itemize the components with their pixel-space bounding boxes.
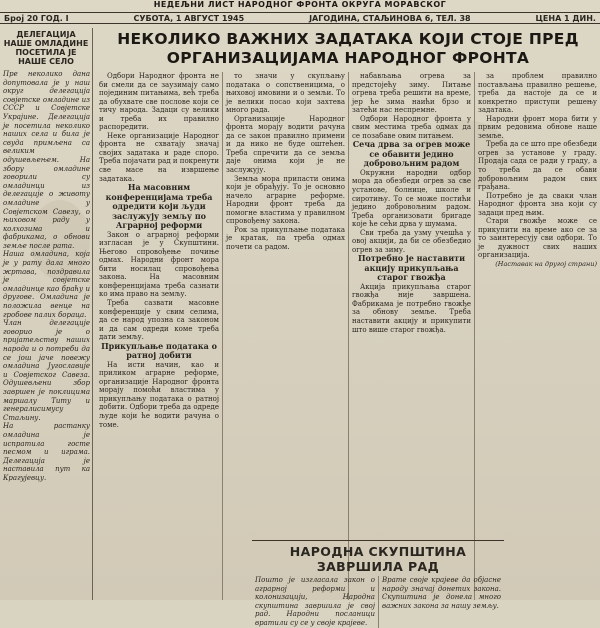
article-paragraph: Закон о аграрној реформи изгласан је у Скупштини. Његово спровођење почиње одмах. Народни фронт мора бити носилац спровођења закона. На масовним конференцијама треба сазнати ко има право на земљу. — [99, 230, 219, 299]
article-columns — [96, 72, 600, 600]
article-column-1 — [96, 72, 222, 600]
article-paragraph: то значи у скупљању података о сопственицима, о њиховој имовини и о земљи. То је велики посао који захтева много рада. — [226, 72, 345, 115]
main-headline — [96, 30, 600, 68]
main-article — [96, 28, 600, 600]
left-paragraph: На растанку омладина је испратила госте песмом и играма. Делегација је наставила пут ка Крагујевцу. — [3, 422, 90, 482]
article-column-2 — [222, 72, 348, 600]
continuation-note: (Наставак на другој страни) — [495, 260, 597, 269]
article-paragraph: Окружни народни одбор мора да обезбеди огрев за све установе, болнице, школе и сиротињу. То се може постићи једино добровољним радом. Треба организовати бригаде које ће сећи дрва у шумама. — [352, 168, 471, 229]
article-paragraph: Неке организације Народног фронта не схватају значај својих задатака и раде споро. Треба појачати рад и покренути све масе на извршење задатака. — [99, 131, 219, 183]
article-paragraph: Треба да се што пре обезбеди огрев за установе у граду. Продаја сада се ради у граду, а то треба да се обави добровољним радом свих грађана. — [478, 140, 597, 192]
article-paragraph: Одбори Народног фронта у свим местима треба одмах да се позабаве овим питањем. — [352, 114, 471, 140]
bottom-article — [252, 540, 504, 628]
article-paragraph: Рок за прикупљање података је кратак, па треба одмах почети са радом. — [226, 225, 345, 251]
article-paragraph: Народни фронт мора бити у првим редовима обнове наше земље. — [478, 114, 597, 140]
article-paragraph: Треба сазвати масовне конференције у свим селима, да се народ упозна са законом и да сам одреди коме треба дати земљу. — [99, 298, 219, 342]
issue-number: Број 20 ГОД. I — [4, 13, 69, 23]
article-paragraph: Одбори Народног фронта не би смели да се заузимају само појединим питањима, већ треба да обухвате све послове који се тичу народа. Задаци су велики и треба их правилно распоредити. — [99, 72, 219, 132]
issue-date: СУБОТА, 1 АВГУСТ 1945 — [133, 13, 245, 23]
bottom-columns — [252, 576, 504, 628]
article-paragraph: за проблем правилно постављања правилно решење, треба да настоје да се и конкретно приступи решењу задатака. — [478, 72, 597, 115]
left-paragraph: Наша омладина, која је у рату дала много жртава, поздравила је совјетске омладинце као браћу и другове. Омладина је положила венце на гробове палих бораца. — [3, 250, 90, 319]
subheading: На масовним конференцијама треба одредити који људи заслужују земљу по Аграрној реформи — [105, 182, 213, 231]
masthead-strip: НЕДЕЉНИ ЛИСТ НАРОДНОГ ФРОНТА ОКРУГА МОРАВСКОГ — [153, 0, 447, 9]
bottom-text-left: Пошто је изгласала закон о аграрној реформи и колонизацији, Народна скупштина завршила је свој рад. Народни посланици вратили су се у своје крајеве. — [255, 576, 375, 627]
article-paragraph: Акција прикупљања старог гвожђа није завршена. Фабрикама је потребно гвожђе за обнову земље. Треба наставити акцију и прикупити што више старог гвожђа. — [352, 282, 471, 334]
article-paragraph: Потребно је да сваки члан Народног фронта зна који су задаци пред њим. — [478, 191, 597, 217]
left-heading: ДЕЛЕГАЦИЈА НАШЕ ОМЛАДИНЕ ПОСЕТИЛА ЈЕ НАШЕ СЕЛО — [3, 30, 89, 66]
article-column-4 — [474, 72, 600, 600]
dateline — [0, 12, 600, 24]
left-column — [0, 28, 93, 600]
article-paragraph: набављања огрева за предстојећу зиму. Питање огрева треба решити на време, јер ће зима наићи брзо и затећи нас неспремне. — [352, 72, 471, 115]
article-paragraph: Стари гвожђе може се прикупити на време ако се за то заинтересују сви одбори. То је дужност свих наших организација. — [478, 217, 597, 260]
article-paragraph: Сви треба да узму учешћа у овој акцији, да би се обезбедио огрев за зиму. — [352, 228, 471, 254]
issue-price: ЦЕНА 1 ДИН. — [535, 13, 596, 23]
article-paragraph: На исти начин, као и приликом аграрне реформе, организације Народног фронта морају помоћи властима у прикупљању података о ратној добити. Одбори треба да одреде људе који ће водити рачуна о томе. — [99, 360, 219, 429]
bottom-text-right: Врате своје крајеве да објасне народу значај донетих закона. Скупштина је донела много важних закона за нашу земљу. — [378, 576, 504, 628]
left-paragraph: Пре неколико дана допутовала је у наш округ делегација совјетске омладине из СССР и Совјетске Украјине. Делегација је посетила неколико наших села и била је свуда примљена са великим одушевљењем. На збору омладине говорили су омладинци из делегације о животу омладине у Совјетском Савезу, о њиховом раду у колхозима и фабрикама, о обнови земље после рата. — [3, 70, 90, 250]
article-column-3 — [348, 72, 474, 600]
issue-place: ЈАГОДИНА, СТАЉИНОВА 6, ТЕЛ. 38 — [309, 13, 471, 23]
subheading: Прикупљање података о ратној добити — [101, 340, 217, 361]
bottom-headline: НАРОДНА СКУПШТИНА ЗАВРШИЛА РАД — [289, 544, 467, 574]
headline-line-2: ОРГАНИЗАЦИЈАМА НАРОДНОГ ФРОНТА — [166, 49, 530, 67]
headline-line-1: НЕКОЛИКО ВАЖНИХ ЗАДАТАКА КОЈИ СТОЈЕ ПРЕД — [117, 30, 579, 48]
subheading: Потребно је наставити акцију прикупљања старог гвожђа — [357, 253, 466, 283]
article-paragraph: Организације Народног фронта морају водити рачуна да се закон правилно примени и да нико не буде оштећен. Треба спречити да се земља даје онима који је не заслужују. — [226, 114, 345, 175]
left-paragraph: Члан делегације говорио је о пријатељству наших народа и о потреби да се још јаче повежу омладина Југославије и Совјетског Савеза. Одушевљени збор завршен је поклицима маршалу Титу и генералисимусу Стаљину. — [3, 319, 90, 422]
article-paragraph: Земља мора припасти онима који је обрађују. То је основно начело аграрне реформе. Народни фронт треба да помогне властима у правилном спровођењу закона. — [226, 174, 345, 226]
subheading: Сеча дрва за огрев може се обавити једино добровољним радом — [352, 139, 471, 169]
